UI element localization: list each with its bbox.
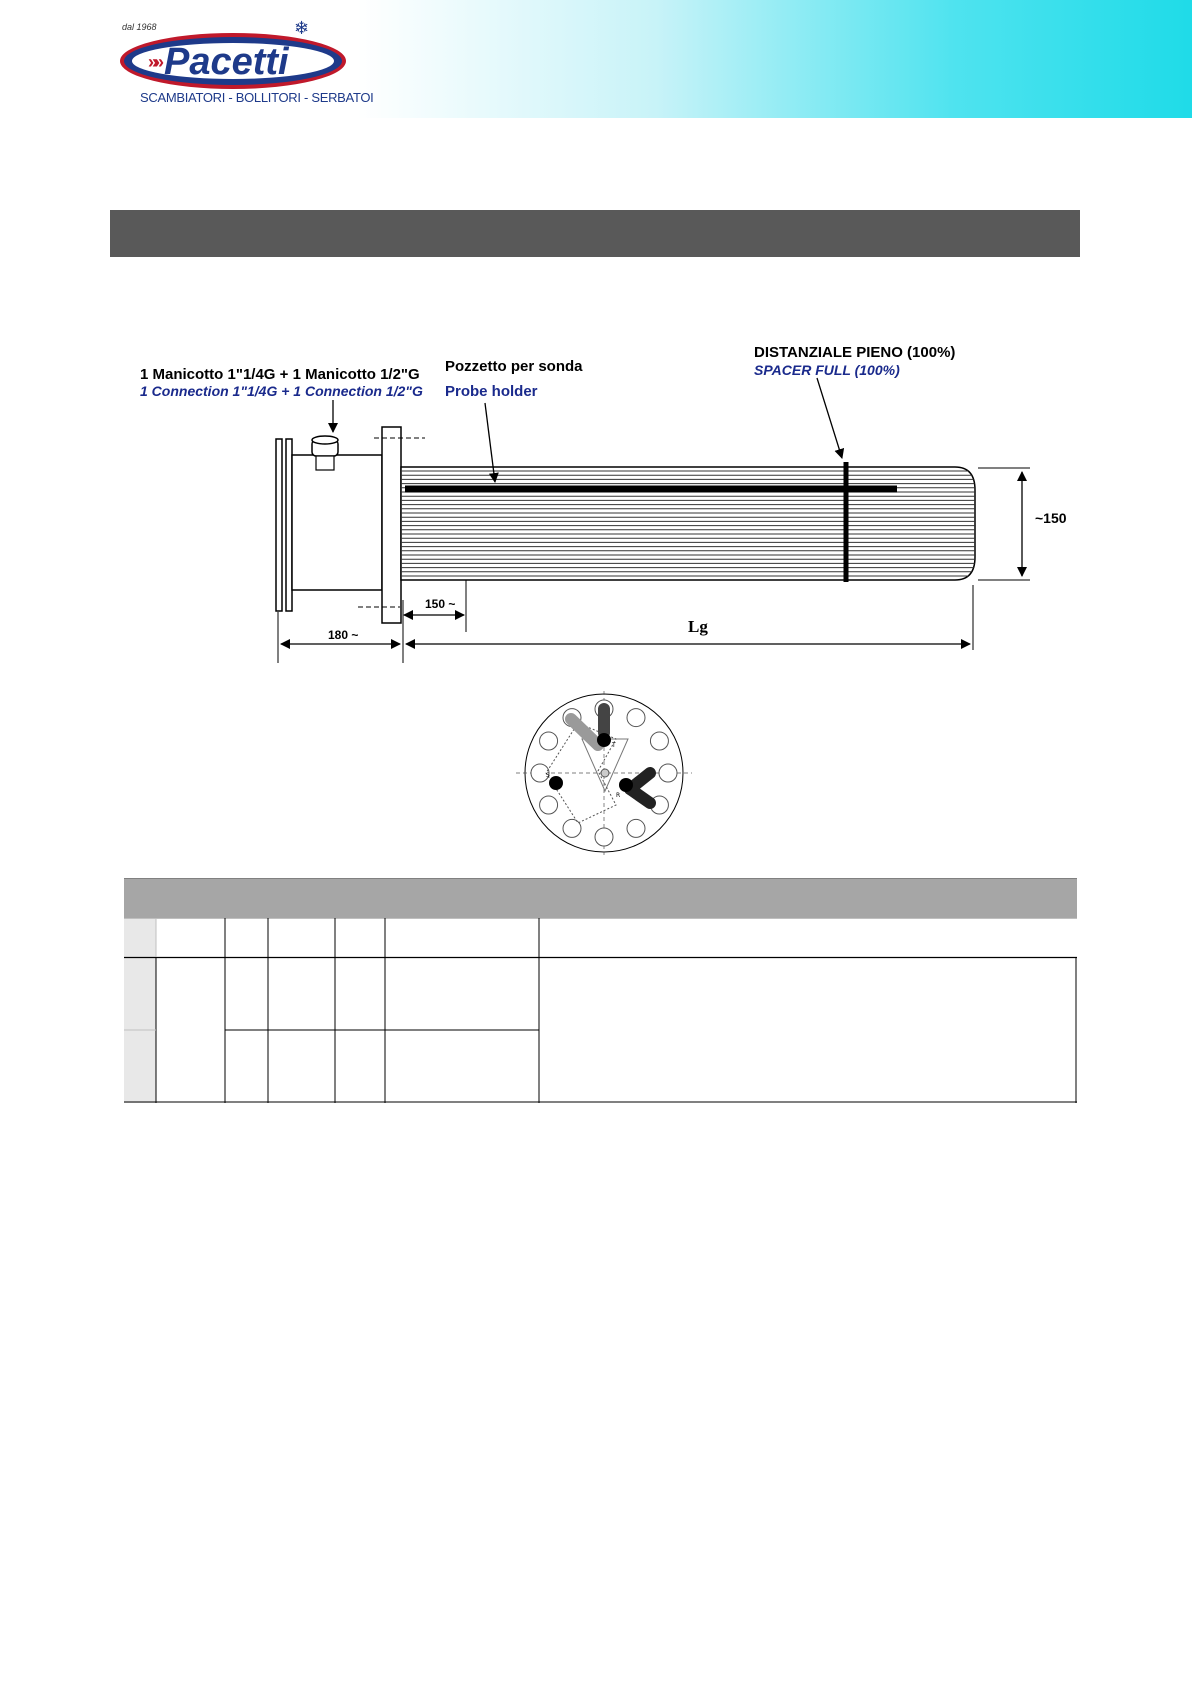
logo-established: dal 1968	[122, 22, 157, 32]
phase-label-t: T	[612, 742, 616, 749]
phase-label-s: S	[546, 772, 550, 779]
terminal-ring	[627, 709, 645, 727]
wiring-diagram	[516, 691, 692, 855]
logo-tagline: SCAMBIATORI - BOLLITORI - SERBATOI	[140, 90, 374, 105]
terminal-ring	[540, 732, 558, 750]
connection-label-en: 1 Connection 1"1/4G + 1 Connection 1/2"G	[140, 383, 423, 399]
models-table	[124, 918, 1077, 1103]
dimension-height-label: ~150	[1035, 510, 1067, 526]
connection-nipple	[312, 436, 338, 470]
terminal-ring	[563, 819, 581, 837]
table-row-index-column	[124, 918, 156, 1103]
tube-bundle	[401, 462, 980, 582]
spacer-label-it: DISTANZIALE PIENO (100%)	[754, 344, 956, 361]
terminal-ring	[659, 764, 677, 782]
dimension-150-label: 150 ~	[425, 597, 456, 611]
logo-chevron-icon: »»	[148, 52, 161, 72]
terminal-ring	[595, 828, 613, 846]
terminal-ring	[627, 819, 645, 837]
connection-label-it: 1 Manicotto 1"1/4G + 1 Manicotto 1/2"G	[140, 366, 420, 383]
terminal-ring	[650, 732, 668, 750]
dimension-180-label: 180 ~	[328, 628, 359, 642]
main-flange	[382, 427, 401, 623]
dimension-lg-label: Lg	[688, 617, 708, 636]
table-header-bar	[124, 878, 1077, 919]
terminal-ring	[540, 796, 558, 814]
terminal-housing	[292, 455, 382, 590]
spacer-label-en: SPACER FULL (100%)	[754, 362, 900, 378]
snowflake-icon: ❄	[294, 18, 310, 38]
probe-label-it: Pozzetto per sonda	[445, 358, 583, 375]
probe-label-en: Probe holder	[445, 383, 538, 400]
logo-brand-name: Pacetti	[164, 41, 289, 83]
terminal-flange	[276, 439, 292, 611]
phase-label-r: R	[616, 792, 621, 799]
